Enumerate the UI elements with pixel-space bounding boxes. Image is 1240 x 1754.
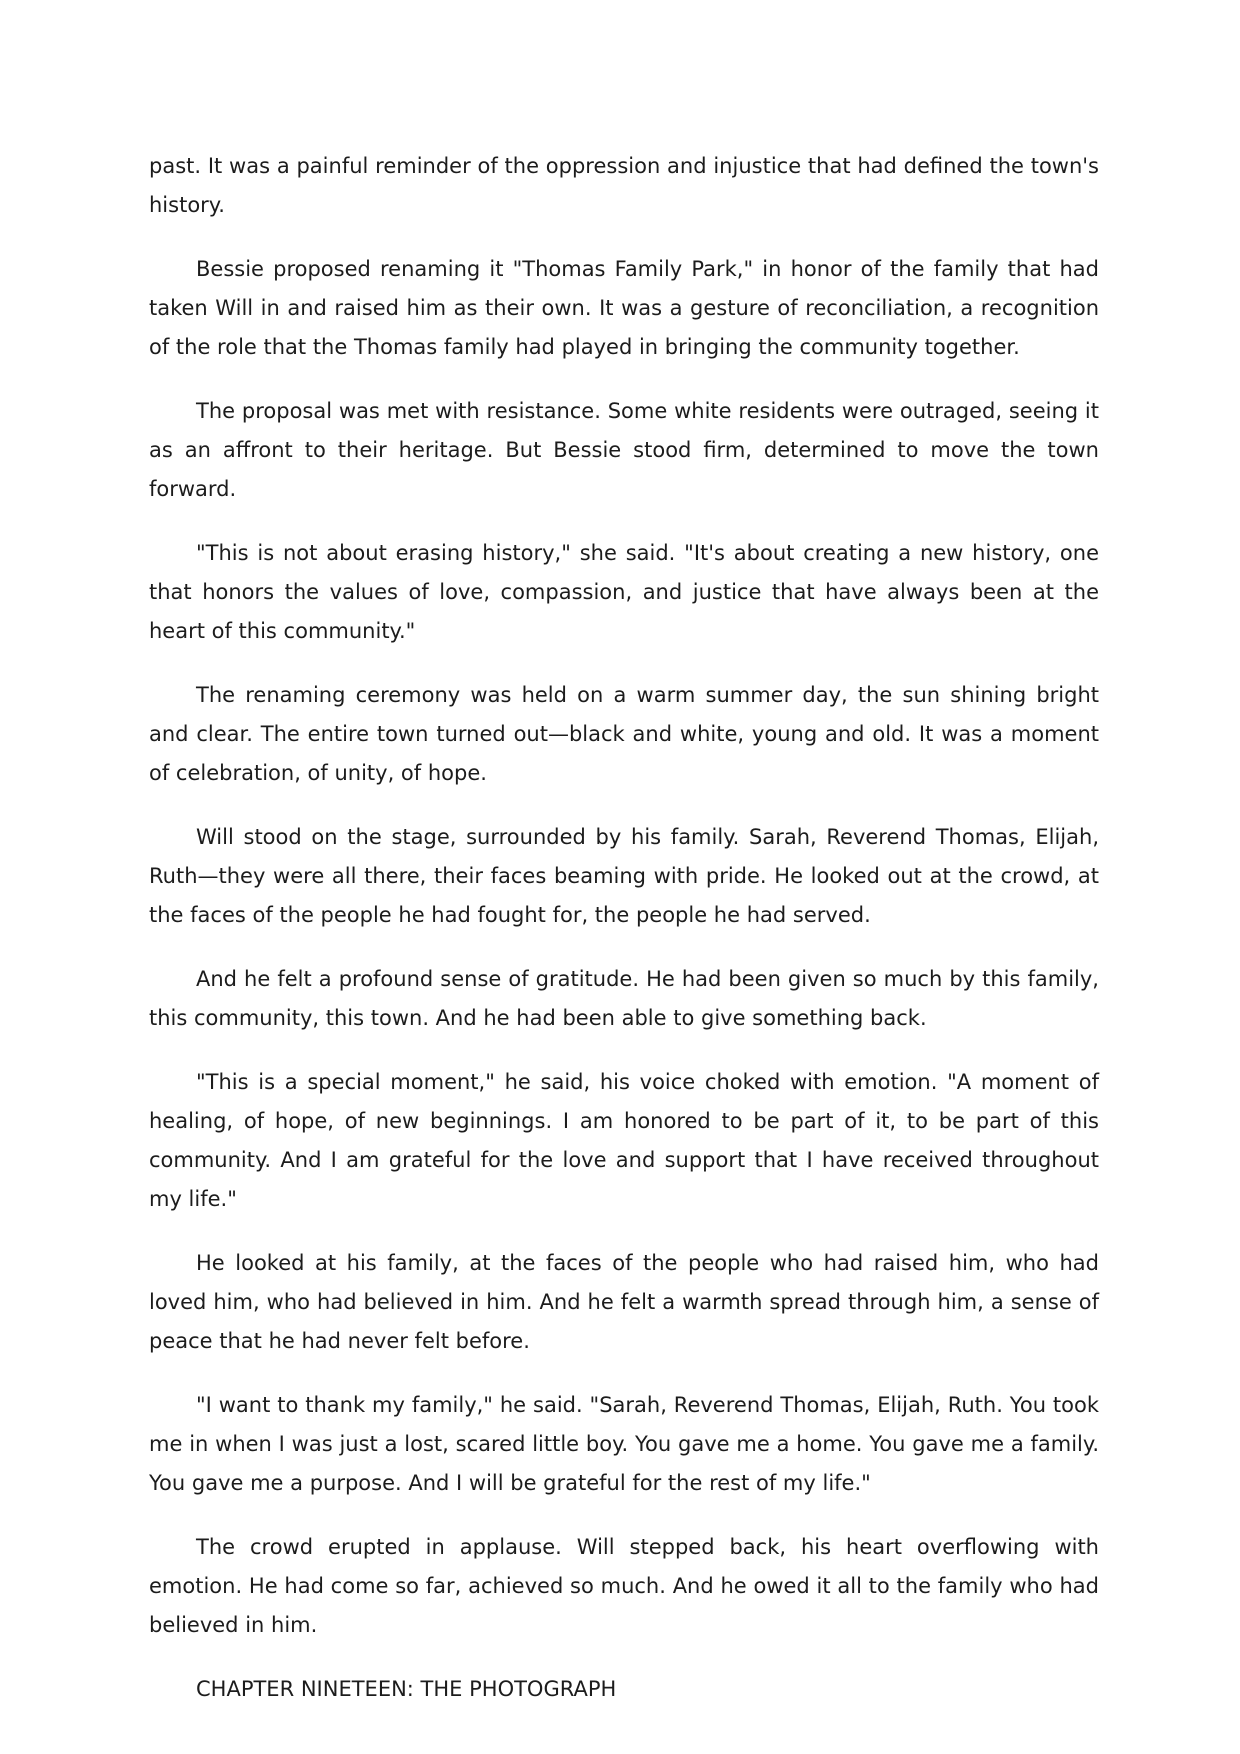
- paragraph: "This is not about erasing history," she said. "It's about creating a new history, one that honors the values of love, compassion, and justice that have always been at the heart of this community.": [149, 541, 1099, 643]
- paragraph: past. It was a painful reminder of the oppression and injustice that had defined the town's history.: [149, 154, 1099, 217]
- paragraph: The renaming ceremony was held on a warm summer day, the sun shining bright and clear. The entire town turned out—black and white, young and old. It was a moment of celebration, of unity, of hope.: [149, 683, 1099, 785]
- paragraph: Bessie proposed renaming it "Thomas Family Park," in honor of the family that had taken Will in and raised him as their own. It was a gesture of reconciliation, a recognition of the role that the Thomas family had played in bringing the community together.: [149, 257, 1099, 359]
- paragraph: He looked at his family, at the faces of the people who had raised him, who had loved him, who had believed in him. And he felt a warmth spread through him, a sense of peace that he had never felt before.: [149, 1251, 1099, 1353]
- paragraph: The crowd erupted in applause. Will stepped back, his heart overflowing with emotion. He had come so far, achieved so much. And he owed it all to the family who had believed in him.: [149, 1535, 1099, 1637]
- paragraph: "This is a special moment," he said, his voice choked with emotion. "A moment of healing, of hope, of new beginnings. I am honored to be part of it, to be part of this community. And I am grateful for the love and support that I have received throughout my life.": [149, 1070, 1099, 1211]
- document-page: [149, 147, 1099, 1709]
- paragraph: "I want to thank my family," he said. "Sarah, Reverend Thomas, Elijah, Ruth. You took me in when I was just a lost, scared little boy. You gave me a home. You gave me a family. You gave me a purpose. And I will be grateful for the rest of my life.": [149, 1393, 1099, 1495]
- paragraph: And he felt a profound sense of gratitude. He had been given so much by this family, this community, this town. And he had been able to give something back.: [149, 967, 1099, 1030]
- paragraph: Will stood on the stage, surrounded by his family. Sarah, Reverend Thomas, Elijah, Ruth—they were all there, their faces beaming with pride. He looked out at the crowd, at the faces of the people he had fought for, the people he had served.: [149, 825, 1099, 927]
- chapter-heading: CHAPTER NINETEEN: THE PHOTOGRAPH: [196, 1677, 617, 1701]
- paragraph: The proposal was met with resistance. Some white residents were outraged, seeing it as an affront to their heritage. But Bessie stood firm, determined to move the town forward.: [149, 399, 1099, 501]
